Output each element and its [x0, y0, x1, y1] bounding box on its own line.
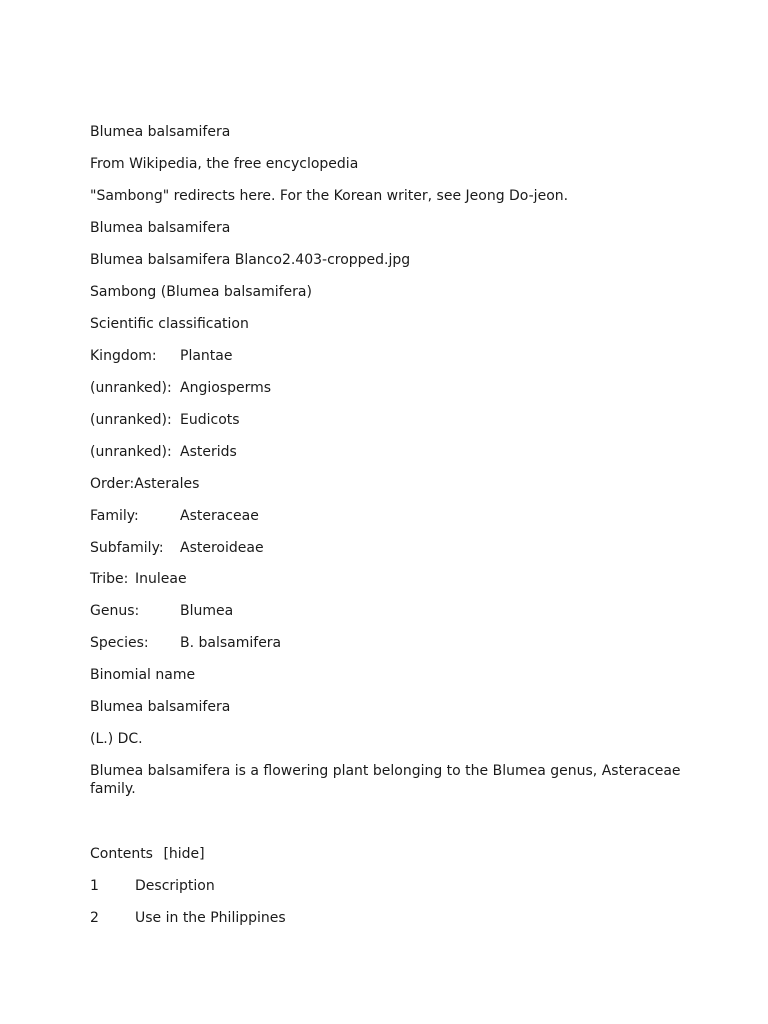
- classification-rank: (unranked):: [90, 412, 172, 428]
- contents-item-label[interactable]: Use in the Philippines: [135, 910, 286, 926]
- classification-rank: Species:: [90, 635, 149, 651]
- classification-rank: Family:: [90, 508, 139, 524]
- binomial-name: Blumea balsamifera: [90, 699, 231, 715]
- classification-row: [90, 475, 199, 493]
- classification-value: Asterids: [180, 444, 237, 460]
- classification-row: [90, 379, 272, 397]
- classification-row: [90, 570, 187, 588]
- classification-value: Plantae: [180, 348, 233, 364]
- article-subtitle: From Wikipedia, the free encyclopedia: [90, 156, 359, 172]
- classification-value: Asteraceae: [180, 508, 259, 524]
- classification-rank: (unranked):: [90, 380, 172, 396]
- binomial-heading: Binomial name: [90, 667, 196, 683]
- intro-paragraph: Blumea balsamifera is a flowering plant belonging to the Blumea genus, Asteraceae family.: [90, 763, 681, 797]
- classification-value: Asterales: [134, 476, 200, 492]
- classification-rank: Genus:: [90, 603, 140, 619]
- classification-rank: (unranked):: [90, 444, 172, 460]
- classification-row: [90, 634, 282, 652]
- contents-item-number: 2: [90, 910, 99, 926]
- classification-row: [90, 539, 264, 557]
- classification-value: Blumea: [180, 603, 234, 619]
- contents-item-number: 1: [90, 878, 99, 894]
- classification-row: [90, 443, 237, 461]
- contents-item[interactable]: [90, 877, 215, 895]
- classification-row: [90, 411, 240, 429]
- contents-toggle-link[interactable]: [hide]: [163, 846, 205, 862]
- classification-value: B. balsamifera: [180, 635, 282, 651]
- image-caption: Sambong (Blumea balsamifera): [90, 284, 312, 300]
- contents-item-label[interactable]: Description: [135, 878, 215, 894]
- classification-rank: Kingdom:: [90, 348, 157, 364]
- contents-label: Contents: [90, 846, 153, 862]
- classification-value: Angiosperms: [180, 380, 272, 396]
- classification-rank: Order:: [90, 476, 135, 492]
- classification-heading: Scientific classification: [90, 316, 249, 332]
- classification-value: Inuleae: [135, 571, 187, 587]
- article-title: Blumea balsamifera: [90, 124, 231, 140]
- binomial-authority: (L.) DC.: [90, 731, 143, 747]
- classification-rank: Tribe:: [90, 571, 129, 587]
- classification-row: [90, 347, 233, 365]
- image-file-name: Blumea balsamifera Blanco2.403-cropped.jpg: [90, 252, 411, 268]
- infobox-title: Blumea balsamifera: [90, 220, 231, 236]
- contents-item[interactable]: [90, 909, 286, 927]
- classification-row: [90, 507, 259, 525]
- contents-header: [90, 845, 205, 863]
- classification-rank: Subfamily:: [90, 540, 164, 556]
- classification-value: Asteroideae: [180, 540, 264, 556]
- redirect-note: "Sambong" redirects here. For the Korean writer, see Jeong Do-jeon.: [90, 188, 569, 204]
- classification-value: Eudicots: [180, 412, 240, 428]
- classification-row: [90, 602, 234, 620]
